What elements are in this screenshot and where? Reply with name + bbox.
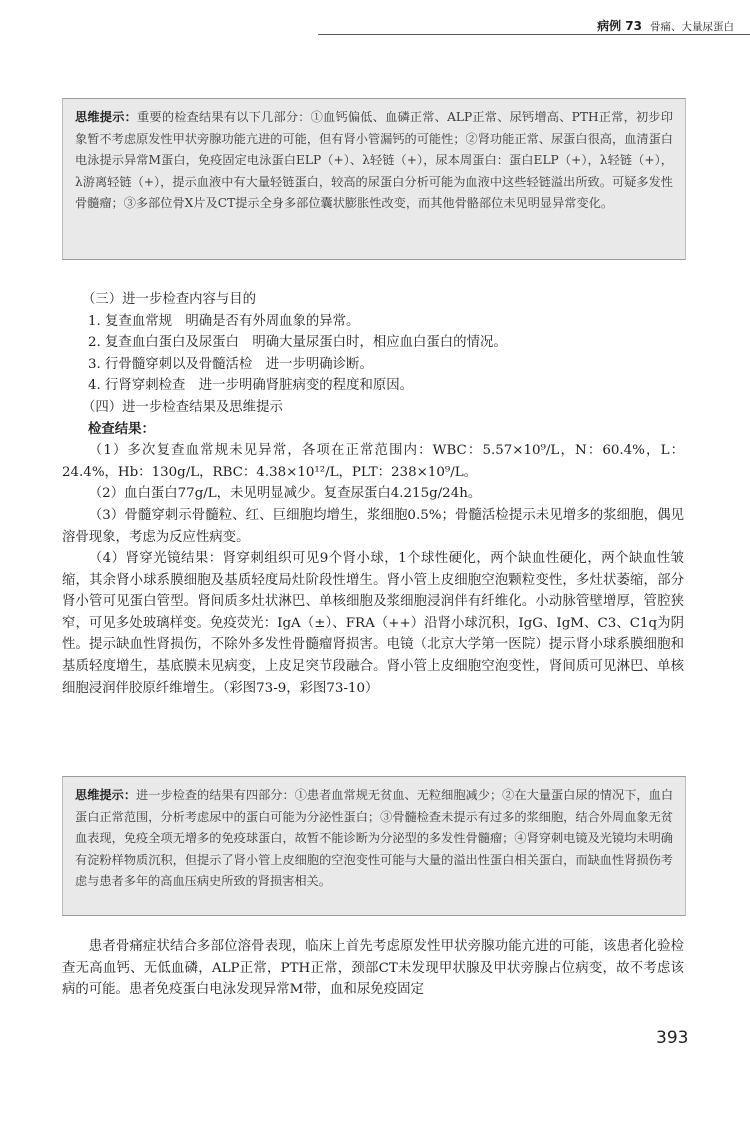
result-paragraph-2: （2）血白蛋白77g/L，未见明显减少。复查尿蛋白4.215g/24h。 [88,486,482,501]
header-rule [318,34,750,35]
result-paragraph-3: （3）骨髓穿刺示骨髓粒、红、巨细胞均增生，浆细胞0.5%；骨髓活检提示未见增多的浆细胞，偶见溶骨现象，考虑为反应性病变。 [62,508,684,545]
result-paragraph-1: （1）多次复查血常规未见异常，各项在正常范围内：WBC：5.57×10⁹/L，N：60.4%，L：24.4%，Hb：130g/L，RBC：4.38×10¹²/L，PLT：238×10⁹/L。 [62,443,684,480]
tip-text: 进一步检查的结果有四部分：①患者血常规无贫血、无粒细胞减少；②在大量蛋白尿的情况下，血白蛋白正常范围，分析考虑尿中的蛋白可能为分泌性蛋白；③骨髓检查未提示有过多的浆细胞，结合外周血象无贫血表现，免疫全项无增多的免疫球蛋白，故暂不能诊断为分泌型的多发性骨髓瘤；④肾穿刺电镜及光镜均未明确有淀粉样物质沉积，但提示了肾小管上皮细胞的空泡变性可能与大量的溢出性蛋白相关蛋白，而缺血性肾损伤考虑与患者多年的高血压病史所致的肾损害相关。 [75,788,674,889]
tip-label: 思维提示： [75,788,137,802]
section-title: （四）进一步检查结果及思维提示 [82,399,283,415]
list-item: 1. 复查血常规 明确是否有外周血象的异常。 [88,313,360,329]
page-number: 393 [656,1028,689,1048]
list-item: 2. 复查血白蛋白及尿蛋白 明确大量尿蛋白时，相应血白蛋白的情况。 [88,335,507,351]
list-item: 4. 行肾穿刺检查 进一步明确肾脏病变的程度和原因。 [88,378,414,394]
tip-text: 重要的检查结果有以下几部分：①血钙偏低、血磷正常、ALP正常、尿钙增高、PTH正常，初步印象暂不考虑原发性甲状旁腺功能亢进的可能，但有肾小管漏钙的可能性；②肾功能正常、尿蛋白很高，血清蛋白电泳提示异常M蛋白，免疫固定电泳蛋白ELP（+）、λ轻链（+），尿本周蛋白：蛋白ELP（+），λ轻链（+），λ游离轻链（+），提示血液中有大量轻链蛋白，较高的尿蛋白分析可能为血液中这些轻链溢出所致。可疑多发性骨髓瘤；③多部位骨X片及CT提示全身多部位囊状膨胀性改变，而其他骨骼部位未见明显异常变化。 [75,110,673,211]
closing-paragraph: 患者骨痛症状结合多部位溶骨表现，临床上首先考虑原发性甲状旁腺功能亢进的可能，该患者化验检查无高血钙、无低血磷，ALP正常，PTH正常，颈部CT未发现甲状腺及甲状旁腺占位病变，故不考虑该病的可能。患者免疫蛋白电泳发现异常M带，血和尿免疫固定 [62,939,684,998]
case-topic: 骨痛、大量尿蛋白 [650,21,734,33]
running-header [318,0,750,52]
section-title: （三）进一步检查内容与目的 [82,292,257,307]
case-label: 病例 73 [597,19,642,33]
result-paragraph-4: （4）肾穿光镜结果：肾穿刺组织可见9个肾小球，1个球性硬化，两个缺血性硬化，两个缺血性皱缩，其余肾小球系膜细胞及基质轻度局灶阶段性增生。肾小管上皮细胞空泡颗粒变性，多灶状萎缩，部分肾小管可见蛋白管型。肾间质多灶状淋巴、单核细胞及浆细胞浸润伴有纤维化。小动脉管壁增厚，管腔狭窄，可见多处玻璃样变。免疫荧光：IgA（±）、FRA（++）沿肾小球沉积，IgG、IgM、C3、C1q为阴性。提示缺血性肾损伤，不除外多发性骨髓瘤肾损害。电镜（北京大学第一医院）提示肾小球系膜细胞和基质轻度增生，基底膜未见病变，上皮足突节段融合。肾小管上皮细胞空泡变性，肾间质可见淋巴、单核细胞浸润伴胶原纤维增生。（彩图73-9，彩图73-10） [62,551,684,696]
thinking-tip-box-1 [62,98,686,260]
list-item: 3. 行骨髓穿刺以及骨髓活检 进一步明确诊断。 [88,356,373,372]
header-text [597,17,734,34]
section-3 [82,289,708,440]
thinking-tip-box-2 [62,776,686,916]
tip-label: 思维提示： [75,110,138,124]
results-label: 检查结果： [88,421,155,437]
